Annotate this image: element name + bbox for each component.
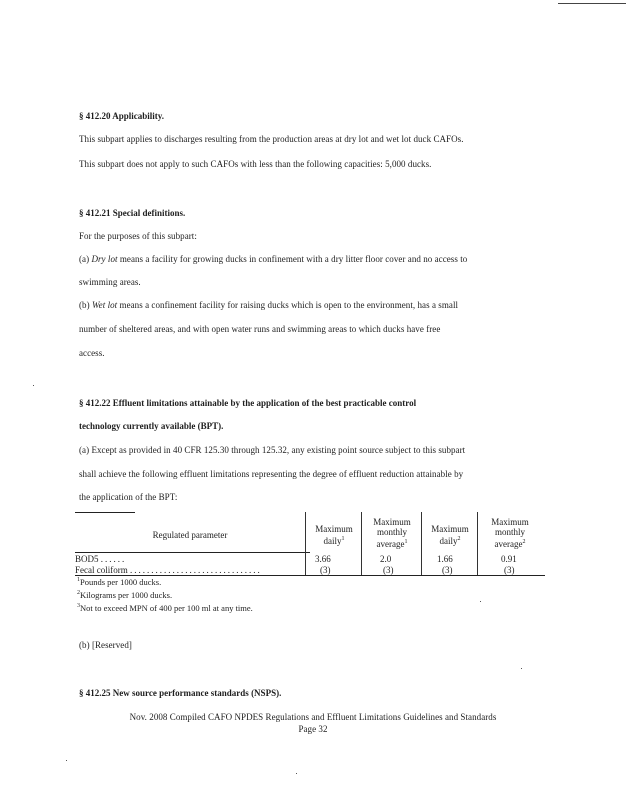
table-top-rule: [75, 512, 135, 513]
top-edge-mark: [558, 3, 626, 4]
section-412-22-para: the application of the BPT:: [79, 492, 178, 502]
scan-speck: [66, 760, 67, 761]
table-bottom-rule: [75, 575, 545, 576]
header-regulated-parameter: Regulated parameter: [152, 530, 228, 540]
reserved-paragraph: (b) [Reserved]: [79, 640, 132, 650]
page-number: Page 32: [298, 724, 328, 734]
definition-wet-lot-cont: access.: [79, 348, 105, 358]
column-divider: [477, 512, 478, 575]
row-value: 1.66: [437, 554, 453, 564]
row-parameter: Fecal coliform: [75, 565, 128, 575]
row-parameter: BOD5: [75, 554, 99, 564]
scan-speck: [296, 773, 297, 774]
table-header-rule: [75, 552, 310, 553]
row-value: 2.0: [380, 554, 392, 564]
section-412-20-line: This subpart does not apply to such CAFOs with less than the following capacities: 5,000 ducks.: [79, 159, 432, 169]
section-412-20-line: This subpart applies to discharges resulting from the production areas at dry lot and wet lot duck CAFOs.: [79, 134, 464, 144]
definition-wet-lot-cont: number of sheltered areas, and with open water runs and swimming areas to which ducks have free: [79, 324, 441, 334]
section-412-20-heading: § 412.20 Applicability.: [79, 111, 165, 121]
header-max-daily-2: Maximum daily$^2$: [431, 524, 469, 546]
section-412-25-heading: § 412.25 New source performance standards (NSPS).: [79, 688, 282, 698]
section-412-22-heading-cont: technology currently available (BPT).: [79, 421, 224, 431]
section-412-22-heading: § 412.22 Effluent limitations attainable by the application of the best practicable control: [79, 398, 417, 408]
leader-dots: ......: [100, 554, 127, 564]
row-value: (3): [442, 565, 453, 575]
leader-dots: ...............................: [129, 565, 262, 575]
definition-dry-lot-cont: swimming areas.: [79, 277, 141, 287]
table-row: [75, 554, 126, 564]
table-row: [75, 565, 262, 575]
header-max-monthly-2: Maximum monthly average$^2$: [491, 517, 529, 549]
table-note: $^2$Kilograms per 1000 ducks.: [77, 590, 173, 600]
section-412-21-heading: § 412.21 Special definitions.: [79, 208, 186, 218]
row-value: 0.91: [501, 554, 517, 564]
section-412-22-para: shall achieve the following effluent limitations representing the degree of effluent reduction attainable by: [79, 469, 464, 479]
section-412-22-para: (a) Except as provided in 40 CFR 125.30 through 125.32, any existing point source subject to this subpart: [79, 445, 466, 455]
footer-line: Nov. 2008 Compiled CAFO NPDES Regulations and Effluent Limitations Guidelines and Standards: [129, 712, 497, 722]
row-value: 3.66: [315, 554, 331, 564]
table-note: $^1$Pounds per 1000 ducks.: [77, 577, 162, 587]
definition-wet-lot: (b) Wet lot means a confinement facility for raising ducks which is open to the environment, has a small: [79, 300, 459, 310]
definition-dry-lot: (a) Dry lot means a facility for growing ducks in confinement with a dry litter floor cover and no access to: [79, 254, 468, 264]
scan-speck: [33, 385, 34, 386]
column-divider: [305, 512, 306, 575]
column-divider: [361, 512, 362, 575]
row-value: (3): [320, 565, 331, 575]
scan-speck: [521, 668, 522, 669]
row-value: (3): [504, 565, 515, 575]
column-divider: [421, 512, 422, 575]
row-value: (3): [383, 565, 394, 575]
header-max-daily-1: Maximum daily$^1$: [315, 524, 353, 546]
table-note: $^3$Not to exceed MPN of 400 per 100 ml at any time.: [77, 603, 253, 613]
scan-speck: [480, 601, 481, 602]
definitions-intro: For the purposes of this subpart:: [79, 231, 197, 241]
header-max-monthly-1: Maximum monthly average$^1$: [373, 517, 411, 549]
